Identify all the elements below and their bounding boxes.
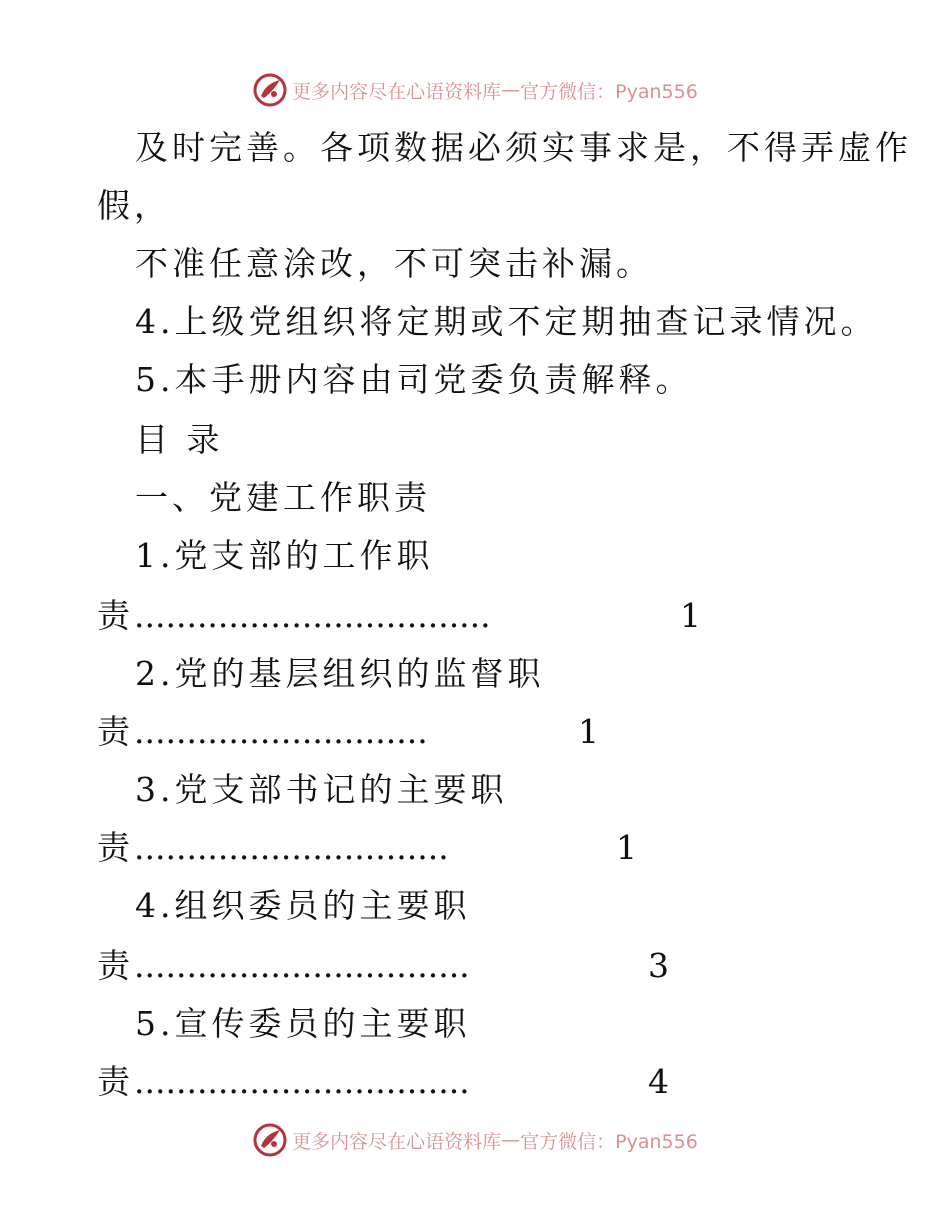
watermark-banner-top <box>0 70 950 110</box>
toc-dot-leader: .............................. <box>134 828 449 867</box>
watermark-dash: — <box>501 79 521 101</box>
watermark-dash: — <box>501 1129 521 1151</box>
toc-dot-leader: .................................. <box>134 596 491 635</box>
paragraph-line: 5.本手册内容由司党委负责解释。 <box>135 360 693 399</box>
toc-entry-title[interactable]: 5.宣传委员的主要职 <box>135 1004 471 1043</box>
toc-entry-leader[interactable] <box>97 596 701 636</box>
paragraph-line: 及时完善。各项数据必须实事求是，不得弄虚作 <box>135 128 912 167</box>
toc-dot-leader: ................................ <box>134 1062 470 1101</box>
toc-heading: 目 录 <box>135 420 224 459</box>
toc-entry-leader[interactable] <box>97 946 669 986</box>
toc-page-number: 1 <box>578 712 599 751</box>
toc-page-number: 1 <box>680 596 701 635</box>
toc-entry-tail: 责 <box>97 1062 134 1101</box>
toc-entry-title[interactable]: 3.党支部书记的主要职 <box>135 770 508 809</box>
toc-entry-title[interactable]: 2.党的基层组织的监督职 <box>135 654 545 693</box>
toc-page-number: 4 <box>648 1062 669 1101</box>
toc-entry-leader[interactable] <box>97 828 637 868</box>
brand-logo-icon <box>252 72 288 108</box>
toc-page-number: 1 <box>616 828 637 867</box>
toc-dot-leader: ................................ <box>134 946 470 985</box>
toc-entry-tail: 责 <box>97 596 134 635</box>
paragraph-line: 4.上级党组织将定期或不定期抽查记录情况。 <box>135 302 878 341</box>
toc-entry-leader[interactable] <box>97 1062 669 1102</box>
toc-entry-leader[interactable] <box>97 712 599 752</box>
paragraph-line: 不准任意涂改，不可突击补漏。 <box>135 244 653 283</box>
toc-entry-tail: 责 <box>97 712 134 751</box>
watermark-suffix: 官方微信：Pyan556 <box>520 1130 698 1153</box>
brand-logo-icon <box>252 1122 288 1158</box>
toc-entry-title[interactable]: 4.组织委员的主要职 <box>135 886 471 925</box>
toc-dot-leader: ............................ <box>134 712 428 751</box>
watermark-suffix: 官方微信：Pyan556 <box>520 80 698 103</box>
toc-page-number: 3 <box>648 946 669 985</box>
toc-entry-title[interactable]: 1.党支部的工作职 <box>135 536 434 575</box>
watermark-banner-bottom <box>0 1120 950 1160</box>
toc-entry-tail: 责 <box>97 828 134 867</box>
toc-section-title: 一、党建工作职责 <box>135 478 431 517</box>
paragraph-line: 假， <box>97 186 171 225</box>
watermark-text: 更多内容尽在心语资料库 <box>292 80 502 103</box>
watermark-text: 更多内容尽在心语资料库 <box>292 1130 502 1153</box>
toc-entry-tail: 责 <box>97 946 134 985</box>
